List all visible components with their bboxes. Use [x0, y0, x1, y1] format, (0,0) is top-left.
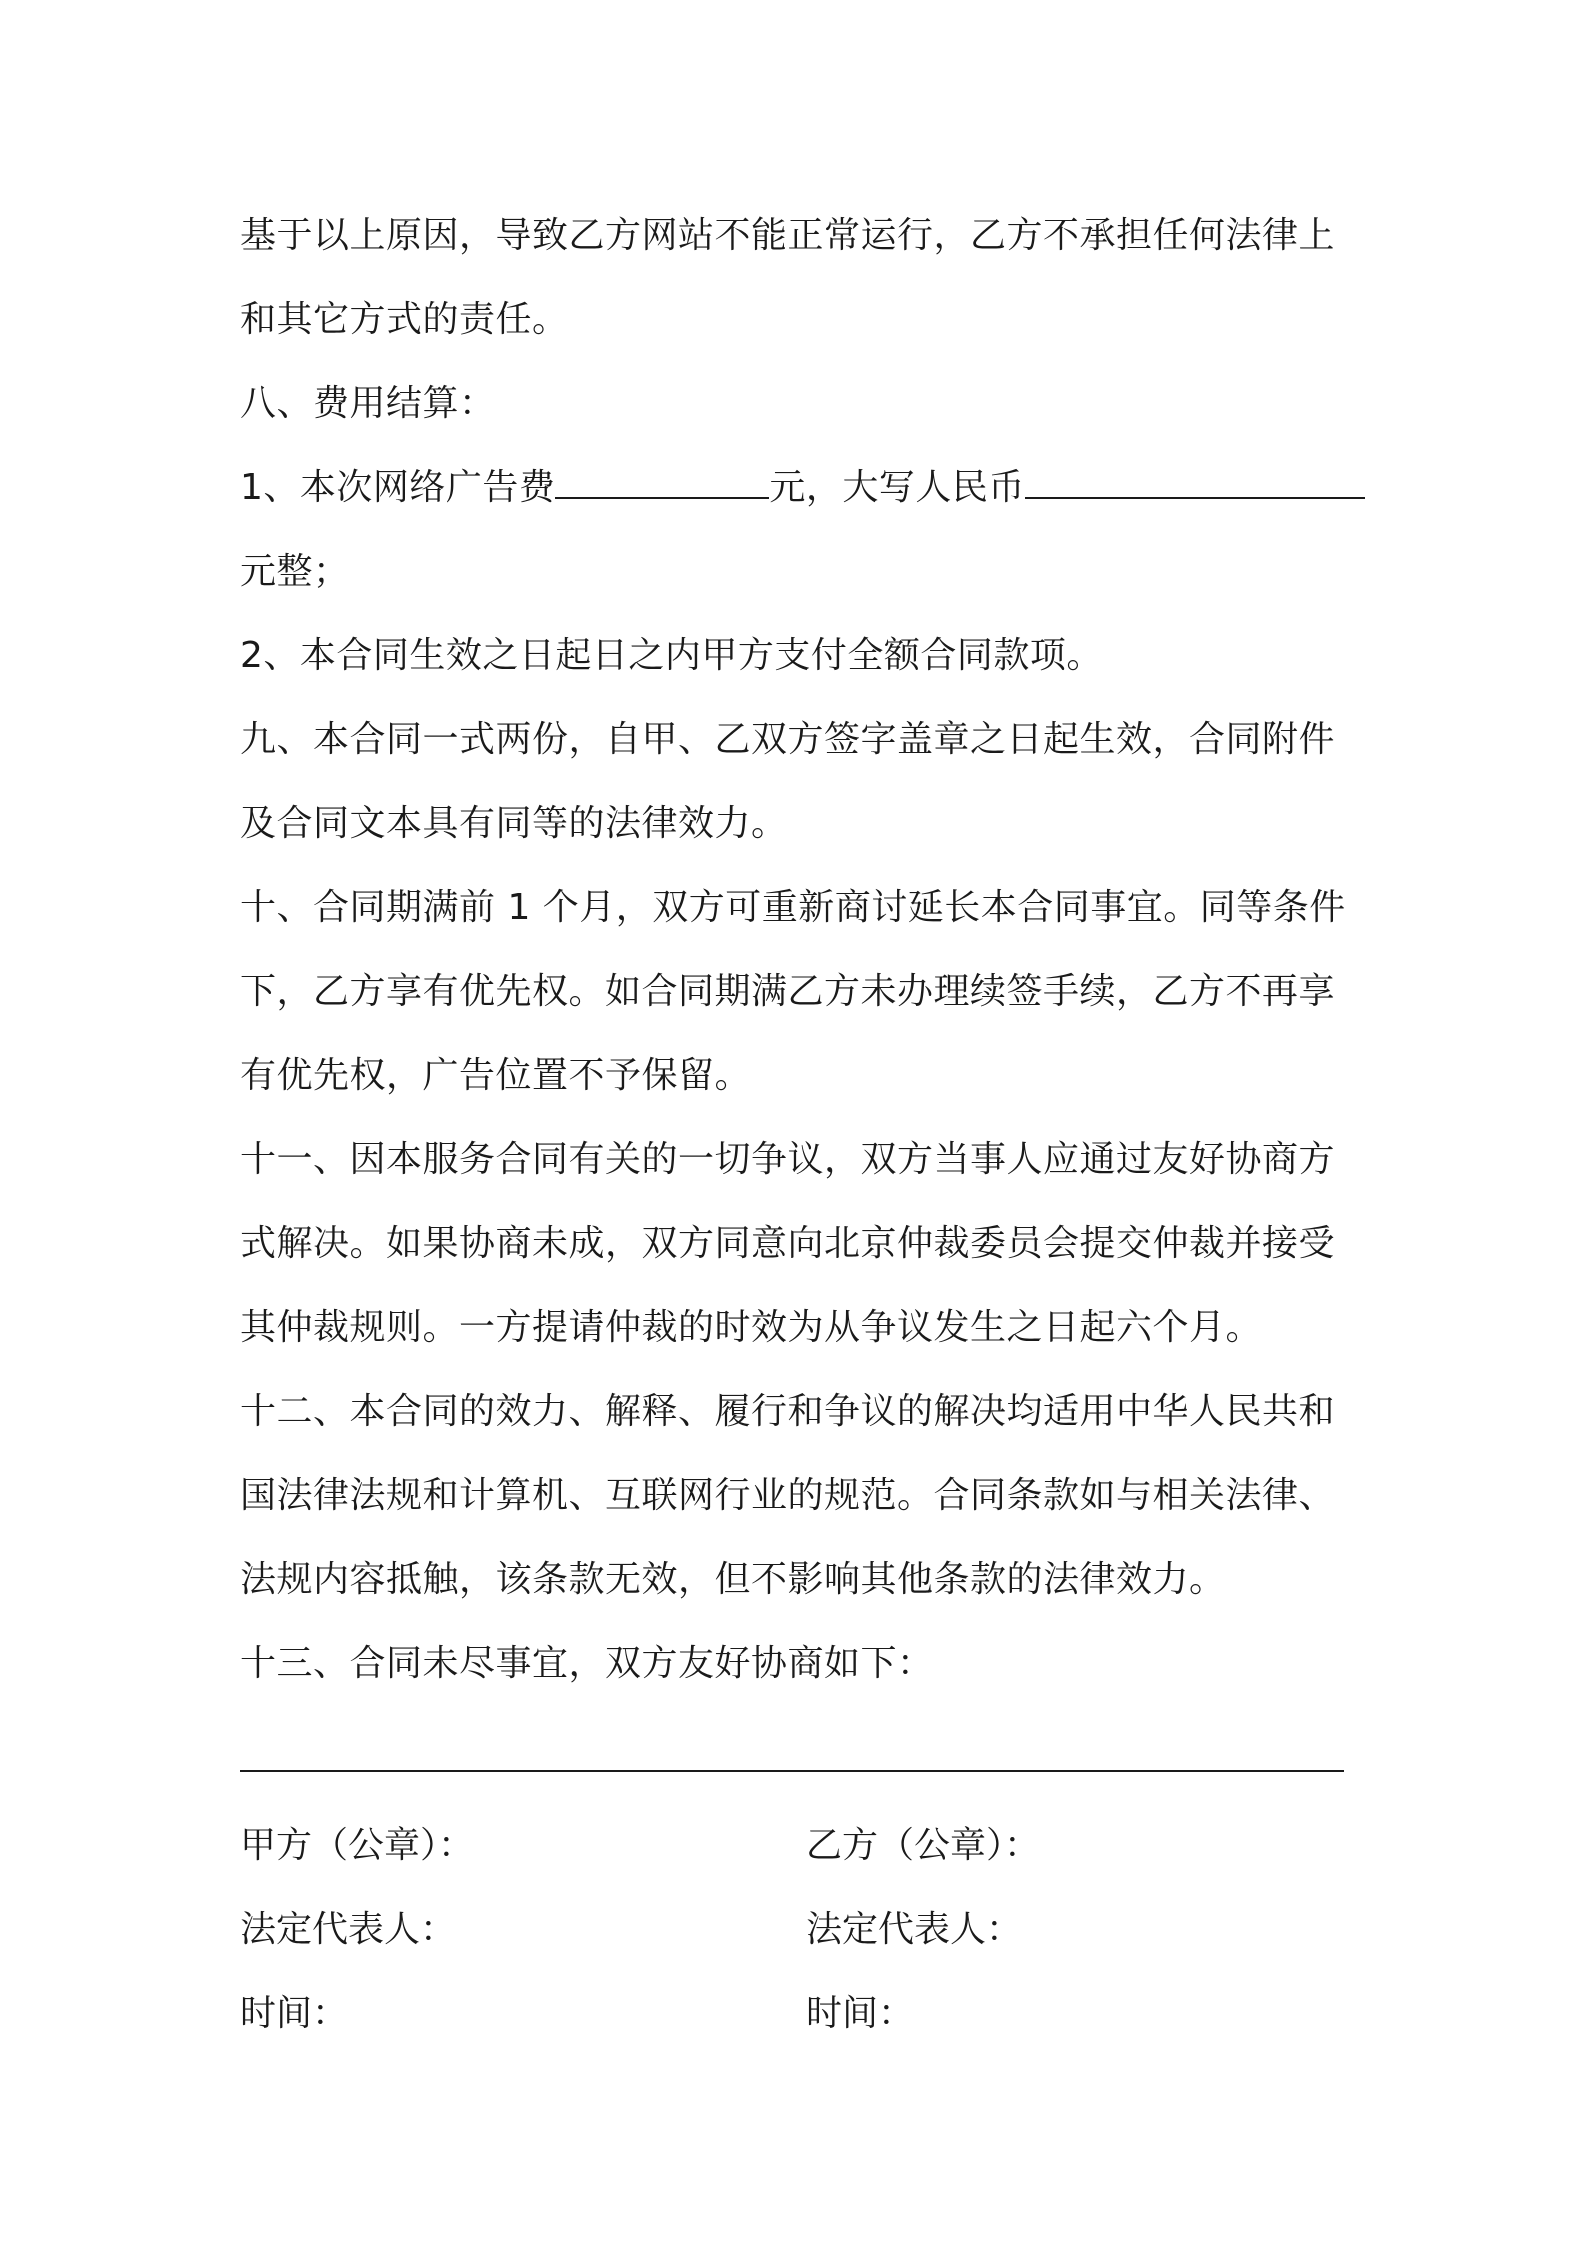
paragraph-line: 基于以上原因，导致乙方网站不能正常运行，乙方不承担任何法律上 [240, 215, 1336, 256]
party-b-time-label: 时间： [806, 1993, 915, 2034]
signature-row-seal [240, 1804, 1360, 1888]
fee-amount-blank [555, 467, 769, 499]
fee-uppercase-blank [1025, 467, 1365, 499]
party-b-rep-label: 法定代表人： [806, 1909, 1023, 1950]
section-10-line: 下，乙方享有优先权。如合同期满乙方未办理续签手续，乙方不再享 [240, 971, 1336, 1012]
section-11-line: 十一、因本服务合同有关的一切争议，双方当事人应通过友好协商方 [240, 1139, 1336, 1180]
section-10-line: 十、合同期满前 1 个月，双方可重新商讨延长本合同事宜。同等条件 [240, 887, 1346, 928]
section-12-line: 法规内容抵触，该条款无效，但不影响其他条款的法律效力。 [240, 1559, 1226, 1600]
section-9-line: 及合同文本具有同等的法律效力。 [240, 803, 788, 844]
section-8-item-1 [240, 446, 1360, 530]
signature-row-representative [240, 1888, 1360, 1972]
paragraph-line: 元整； [240, 551, 350, 592]
party-a-time-label: 时间： [240, 1993, 349, 2034]
contract-body [240, 194, 1360, 2056]
fee-label: 1、本次网络广告费 [240, 467, 556, 508]
section-11-line: 其仲裁规则。一方提请仲裁的时效为从争议发生之日起六个月。 [240, 1307, 1263, 1348]
section-12-line: 国法律法规和计算机、互联网行业的规范。合同条款如与相关法律、 [240, 1475, 1336, 1516]
party-b-seal-label: 乙方（公章）： [806, 1825, 1041, 1866]
section-8-title: 八、费用结算： [240, 383, 496, 424]
signature-row-time [240, 1972, 1360, 2056]
party-a-seal-label: 甲方（公章）： [240, 1825, 475, 1866]
section-12-line: 十二、本合同的效力、解释、履行和争议的解决均适用中华人民共和 [240, 1391, 1336, 1432]
party-a-rep-label: 法定代表人： [240, 1909, 457, 1950]
fill-in-rule [240, 1770, 1344, 1772]
section-13-line: 十三、合同未尽事宜，双方友好协商如下： [240, 1643, 934, 1684]
fee-uppercase-label: 元，大写人民币 [769, 467, 1025, 508]
section-11-line: 式解决。如果协商未成，双方同意向北京仲裁委员会提交仲裁并接受 [240, 1223, 1336, 1264]
fill-in-blank-row [240, 1706, 1360, 1804]
paragraph-line: 和其它方式的责任。 [240, 299, 569, 340]
section-8-item-2: 2、本合同生效之日起日之内甲方支付全额合同款项。 [240, 635, 1103, 676]
section-10-line: 有优先权，广告位置不予保留。 [240, 1055, 752, 1096]
section-9-line: 九、本合同一式两份，自甲、乙双方签字盖章之日起生效，合同附件 [240, 719, 1336, 760]
